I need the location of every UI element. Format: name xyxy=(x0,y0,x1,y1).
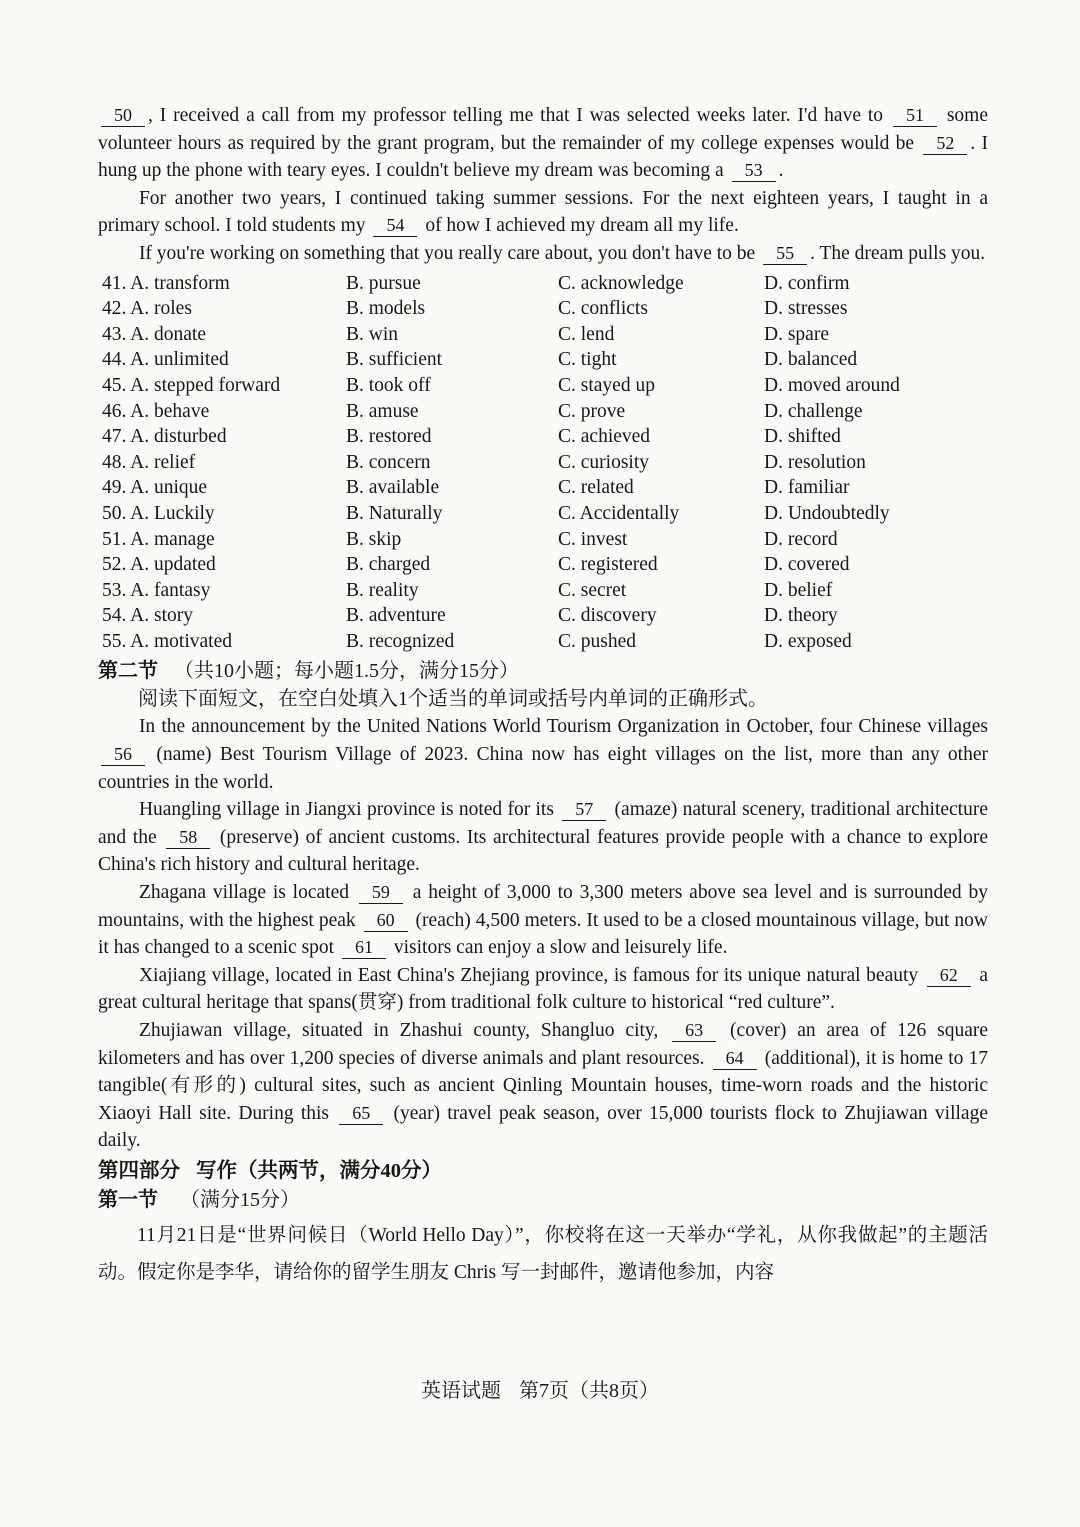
cloze-blank-64: 64 xyxy=(713,1048,757,1070)
passage-text: (preserve) of ancient customs. Its architectural features provide people with a chance to explore China's rich history and cultural heritage. xyxy=(98,826,988,876)
passage-text: , I received a call from my professor telling me that I was selected weeks later. I'd have to xyxy=(148,105,890,126)
part4-section1-detail: （满分15分） xyxy=(180,1188,300,1211)
option-49-D: D. familiar xyxy=(764,477,850,499)
option-55-A: 55. A. motivated xyxy=(102,630,232,652)
passage-text: Zhagana village is located xyxy=(138,882,356,904)
passage-text: a height of 3,000 to 3,300 meters above sea level and is surrounded by mountains, with the highest peak xyxy=(98,882,989,931)
passage-paragraph xyxy=(98,185,988,240)
option-52-B: B. charged xyxy=(346,554,431,576)
passage-text: (additional), it is home to 17 tangible(有形的) cultural sites, such as ancient Qinling Mountain houses, time-worn roads and the historic Xiaoyi Hall site. During this xyxy=(98,1047,988,1124)
option-43-B: B. win xyxy=(346,323,399,345)
section2-heading-label: 第二节 xyxy=(98,660,158,683)
option-49-A: 49. A. unique xyxy=(102,477,208,499)
passage-text: a great cultural heritage that spans(贯穿) from traditional folk culture to historical “red culture”. xyxy=(98,964,988,1014)
passage-text: visitors can enjoy a slow and leisurely life. xyxy=(388,937,728,959)
passage-text: (cover) an area of 126 square kilometers and has over 1,200 species of diverse animals and plant resources. xyxy=(98,1020,989,1069)
passage-paragraph xyxy=(98,713,988,796)
cloze-blank-60: 60 xyxy=(364,910,408,932)
cloze-blank-55: 55 xyxy=(763,243,807,265)
cloze-blank-52: 52 xyxy=(923,133,967,155)
option-43-A: 43. A. donate xyxy=(102,323,206,345)
option-55-B: B. recognized xyxy=(346,630,455,652)
option-45-A: 45. A. stepped forward xyxy=(102,374,281,396)
option-49-C: C. related xyxy=(558,477,634,499)
cloze-passage xyxy=(98,102,988,268)
passage-text: (name) Best Tourism Village of 2023. China now has eight villages on the list, more than any other countries in the world. xyxy=(98,744,988,793)
option-50-A: 50. A. Luckily xyxy=(102,502,215,524)
option-46-C: C. prove xyxy=(558,400,626,422)
section2-heading xyxy=(98,657,988,685)
writing-prompt: 11月21日是“世界问候日（World Hello Day）”，你校将在这一天举办“学礼，从你我做起”的主题活动。假定你是李华，请给你的留学生朋友 Chris 写一封邮件，邀请他参加，内容 xyxy=(98,1224,988,1283)
option-45-B: B. took off xyxy=(346,374,431,396)
option-53-A: 53. A. fantasy xyxy=(102,579,211,601)
cloze-blank-63: 63 xyxy=(672,1020,716,1042)
option-53-C: C. secret xyxy=(558,579,627,601)
footer-page-number: 第7页（共8页） xyxy=(519,1380,659,1402)
option-41-A: 41. A. transform xyxy=(102,272,230,294)
passage-paragraph xyxy=(98,962,988,1017)
option-49-B: B. available xyxy=(346,477,440,499)
option-55-D: D. exposed xyxy=(764,630,852,652)
option-41-D: D. confirm xyxy=(764,272,850,294)
option-45-C: C. stayed up xyxy=(558,374,655,396)
option-50-B: B. Naturally xyxy=(346,502,443,524)
options-table xyxy=(102,271,988,655)
option-41-B: B. pursue xyxy=(346,272,421,294)
cloze-blank-58: 58 xyxy=(166,827,210,849)
cloze-blank-62: 62 xyxy=(927,965,971,987)
passage-text: Xiajiang village, located in East China's Zhejiang province, is famous for its unique natural beauty xyxy=(138,964,924,986)
option-41-C: C. acknowledge xyxy=(558,272,684,294)
passage-text: (year) travel peak season, over 15,000 tourists flock to Zhujiawan village daily. xyxy=(98,1102,988,1152)
option-52-C: C. registered xyxy=(558,554,658,576)
option-42-A: 42. A. roles xyxy=(102,298,192,320)
passage-text: In the announcement by the United Nations World Tourism Organization in October, four Chinese villages xyxy=(138,716,988,738)
part4-heading xyxy=(98,1157,988,1186)
option-52-A: 52. A. updated xyxy=(102,554,216,576)
option-48-D: D. resolution xyxy=(764,451,866,473)
option-48-A: 48. A. relief xyxy=(102,451,196,473)
option-54-D: D. theory xyxy=(764,605,838,627)
option-50-C: C. Accidentally xyxy=(558,502,680,524)
cloze-blank-56: 56 xyxy=(101,744,145,766)
passage-paragraph xyxy=(98,879,988,962)
option-42-C: C. conflicts xyxy=(558,298,648,320)
grammar-fill-passage xyxy=(98,713,988,1155)
option-47-D: D. shifted xyxy=(764,426,841,448)
passage-text: . I hung up the phone with teary eyes. I couldn't believe my dream was becoming a xyxy=(98,132,988,182)
passage-paragraph xyxy=(98,1017,988,1155)
cloze-blank-65: 65 xyxy=(339,1103,383,1125)
cloze-blank-53: 53 xyxy=(732,160,776,182)
option-47-B: B. restored xyxy=(346,426,432,448)
passage-text: (amaze) natural scenery, traditional architecture and the xyxy=(98,799,988,848)
cloze-blank-57: 57 xyxy=(562,799,606,821)
option-44-A: 44. A. unlimited xyxy=(102,349,229,371)
cloze-blank-61: 61 xyxy=(342,937,386,959)
passage-paragraph xyxy=(98,796,988,879)
cloze-blank-59: 59 xyxy=(359,882,403,904)
option-47-C: C. achieved xyxy=(558,426,651,448)
option-43-D: D. spare xyxy=(764,323,829,345)
option-44-D: D. balanced xyxy=(764,349,858,371)
passage-paragraph xyxy=(98,240,988,268)
exam-page-content xyxy=(98,102,988,1291)
cloze-blank-54: 54 xyxy=(373,215,417,237)
option-51-C: C. invest xyxy=(558,528,628,550)
passage-text: For another two years, I continued taking summer sessions. For the next eighteen years, I taught in a primary school. I told students my xyxy=(98,187,988,237)
part4-section1-label: 第一节 xyxy=(98,1188,158,1211)
option-55-C: C. pushed xyxy=(558,630,636,652)
option-48-C: C. curiosity xyxy=(558,451,649,473)
option-54-B: B. adventure xyxy=(346,605,446,627)
part4-heading-label: 第四部分 xyxy=(98,1159,180,1182)
option-46-A: 46. A. behave xyxy=(102,400,210,422)
option-48-B: B. concern xyxy=(346,451,431,473)
option-45-D: D. moved around xyxy=(764,374,900,396)
option-53-D: D. belief xyxy=(764,579,833,601)
section2-instruction: 阅读下面短文，在空白处填入1个适当的单词或括号内单词的正确形式。 xyxy=(138,688,768,711)
option-44-B: B. sufficient xyxy=(346,349,443,371)
option-44-C: C. tight xyxy=(558,349,617,371)
passage-text: If you're working on something that you really care about, you don't have to be xyxy=(138,242,761,264)
option-51-D: D. record xyxy=(764,528,838,550)
passage-text: Zhujiawan village, situated in Zhashui county, Shangluo city, xyxy=(138,1020,670,1041)
option-42-D: D. stresses xyxy=(764,298,848,320)
option-46-B: B. amuse xyxy=(346,400,419,422)
option-42-B: B. models xyxy=(346,298,426,320)
cloze-blank-50: 50 xyxy=(101,105,145,127)
part4-section1-heading xyxy=(98,1186,988,1215)
option-50-D: D. Undoubtedly xyxy=(764,502,890,524)
section2-heading-detail: （共10小题；每小题1.5分，满分15分） xyxy=(174,660,519,683)
option-51-B: B. skip xyxy=(346,528,402,550)
page-footer xyxy=(0,1378,1080,1404)
passage-text: of how I achieved my dream all my life. xyxy=(420,215,739,237)
footer-exam-title: 英语试题 xyxy=(421,1380,501,1402)
option-54-A: 54. A. story xyxy=(102,605,194,627)
cloze-blank-51: 51 xyxy=(893,105,937,127)
option-43-C: C. lend xyxy=(558,323,615,345)
option-51-A: 51. A. manage xyxy=(102,528,215,550)
part4-heading-detail: 写作（共两节，满分40分） xyxy=(196,1159,442,1182)
passage-paragraph xyxy=(98,102,988,185)
option-52-D: D. covered xyxy=(764,554,850,576)
option-54-C: C. discovery xyxy=(558,605,657,627)
option-46-D: D. challenge xyxy=(764,400,863,422)
option-47-A: 47. A. disturbed xyxy=(102,426,227,448)
option-53-B: B. reality xyxy=(346,579,419,601)
passage-text: some volunteer hours as required by the grant program, but the remainder of my college expenses would be xyxy=(98,105,988,154)
passage-text: . The dream pulls you. xyxy=(810,242,986,264)
passage-text: . xyxy=(778,160,784,182)
passage-text: (reach) 4,500 meters. It used to be a closed mountainous village, but now it has changed to a scenic spot xyxy=(98,909,988,959)
passage-text: Huangling village in Jiangxi province is noted for its xyxy=(138,799,560,821)
